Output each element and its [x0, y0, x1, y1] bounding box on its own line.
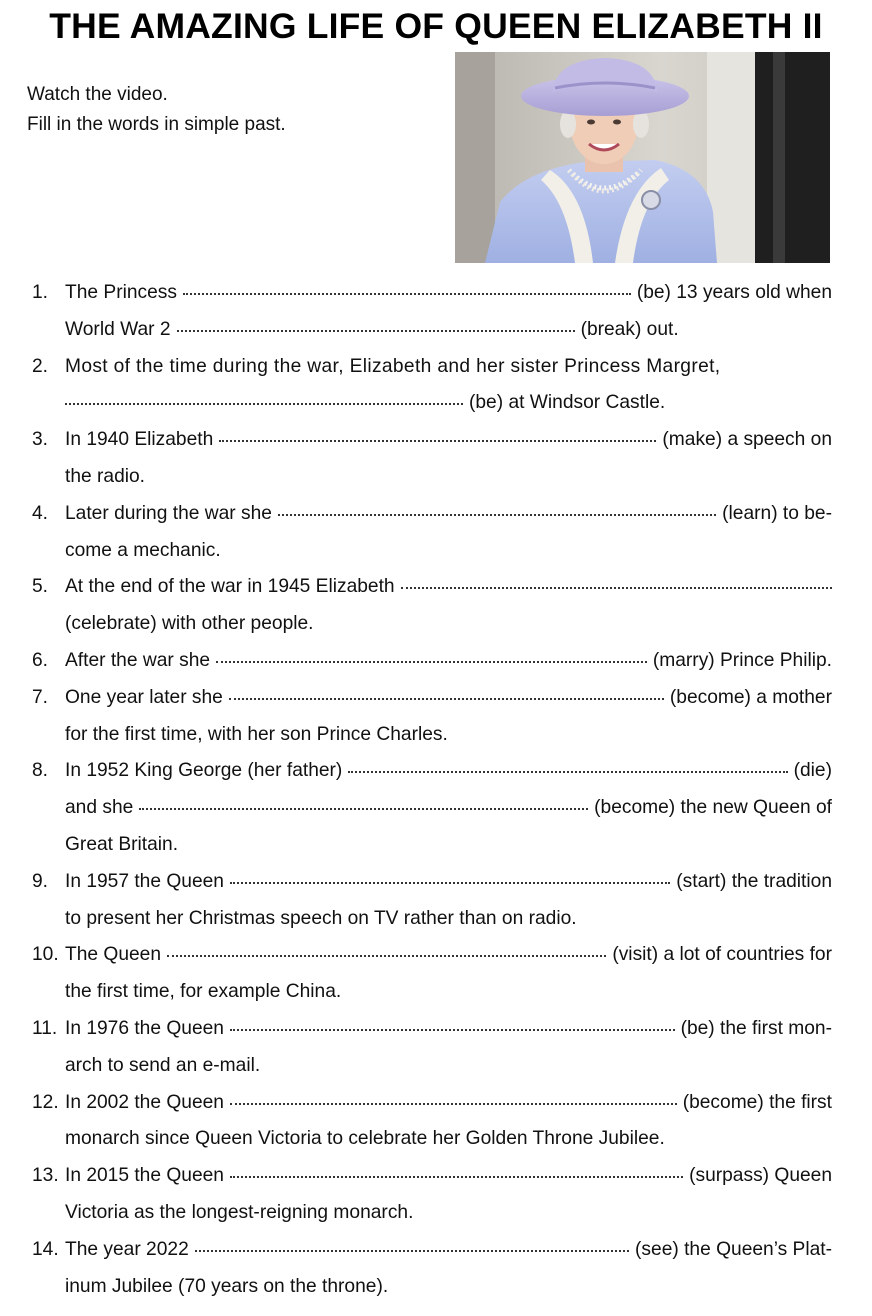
list-item — [0, 422, 872, 496]
item-text: and she — [65, 797, 134, 819]
item-number: 13. — [32, 1165, 59, 1187]
item-number: 8. — [32, 760, 49, 782]
item-number: 5. — [32, 576, 49, 598]
queen-photo — [455, 52, 830, 263]
list-item — [0, 753, 872, 863]
item-text: Victoria as the longest-reigning monarch. — [65, 1201, 414, 1223]
item-number: 7. — [32, 686, 49, 708]
item-text: Later during the war she — [65, 502, 272, 524]
item-text: (make) a speech on — [662, 429, 832, 451]
item-text: (start) the tradition — [676, 870, 832, 892]
item-text: (learn) to be- — [722, 502, 832, 524]
item-text: come a mechanic. — [65, 539, 221, 561]
answer-blank[interactable] — [230, 1029, 675, 1031]
answer-blank[interactable] — [167, 955, 606, 957]
item-text: (marry) Prince Philip. — [652, 649, 832, 671]
item-text: One year later she — [65, 686, 223, 708]
item-text: monarch since Queen Victoria to celebrate her Golden Throne Jubilee. — [65, 1128, 665, 1150]
exercise-list — [0, 275, 872, 1305]
item-text: the radio. — [65, 465, 146, 487]
list-item — [0, 569, 872, 643]
item-text: World War 2 — [65, 318, 171, 340]
list-item — [0, 937, 872, 1011]
item-number: 6. — [32, 649, 49, 671]
answer-blank[interactable] — [229, 698, 664, 700]
item-number: 2. — [32, 355, 49, 377]
item-text: In 2015 the Queen — [65, 1165, 224, 1187]
instruction-line: Watch the video. — [27, 84, 168, 105]
item-text: After the war she — [65, 649, 211, 671]
item-text: (be) 13 years old when — [636, 282, 832, 303]
instructions — [27, 80, 286, 140]
answer-blank[interactable] — [216, 661, 647, 663]
page-title: THE AMAZING LIFE OF QUEEN ELIZABETH II — [49, 6, 823, 46]
item-number: 12. — [32, 1091, 59, 1113]
list-item — [0, 1158, 872, 1232]
item-text: (become) a mother — [669, 686, 832, 708]
item-text: In 2002 the Queen — [65, 1091, 224, 1113]
list-item — [0, 1085, 872, 1159]
item-text: arch to send an e-mail. — [65, 1054, 261, 1076]
item-text: In 1976 the Queen — [65, 1017, 224, 1039]
item-text: the first time, for example China. — [65, 981, 342, 1003]
item-text: (be) at Windsor Castle. — [469, 392, 666, 414]
item-text: The Princess — [65, 282, 177, 303]
item-number: 14. — [32, 1238, 59, 1260]
item-number: 9. — [32, 870, 49, 892]
item-number: 1. — [32, 282, 49, 303]
list-item — [0, 349, 872, 423]
item-text: The year 2022 — [65, 1238, 189, 1260]
item-text: to present her Christmas speech on TV rather than on radio. — [65, 907, 577, 929]
item-number: 11. — [32, 1017, 58, 1039]
answer-blank[interactable] — [65, 403, 463, 405]
item-text: inum Jubilee (70 years on the throne). — [65, 1275, 389, 1297]
list-item — [0, 680, 872, 754]
answer-blank[interactable] — [219, 440, 656, 442]
answer-blank[interactable] — [348, 771, 787, 773]
item-text: In 1940 Elizabeth — [65, 429, 214, 451]
item-text: for the first time, with her son Prince Charles. — [65, 723, 448, 745]
item-text: (see) the Queen’s Plat- — [635, 1238, 832, 1260]
answer-blank[interactable] — [401, 587, 832, 589]
list-item — [0, 275, 872, 349]
instruction-line: Fill in the words in simple past. — [27, 114, 286, 135]
item-text: (celebrate) with other people. — [65, 613, 314, 635]
list-item — [0, 643, 872, 680]
answer-blank[interactable] — [139, 808, 588, 810]
item-text: At the end of the war in 1945 Elizabeth — [65, 576, 395, 598]
queen-portrait-illustration — [455, 52, 830, 263]
item-text: (die) — [793, 760, 832, 782]
item-number: 3. — [32, 429, 49, 451]
answer-blank[interactable] — [278, 514, 716, 516]
item-number: 10. — [32, 944, 59, 966]
item-text: (surpass) Queen — [689, 1165, 832, 1187]
item-text: (break) out. — [580, 318, 679, 340]
item-text: Great Britain. — [65, 833, 179, 855]
list-item — [0, 864, 872, 938]
item-text: Most of the time during the war, Elizabeth and her sister Princess Margret, — [65, 355, 721, 377]
item-text: In 1957 the Queen — [65, 870, 224, 892]
item-text: (be) the first mon- — [680, 1017, 832, 1039]
answer-blank[interactable] — [230, 882, 670, 884]
answer-blank[interactable] — [230, 1103, 677, 1105]
item-text: (become) the new Queen of — [594, 797, 832, 819]
answer-blank[interactable] — [230, 1176, 683, 1178]
list-item — [0, 1011, 872, 1085]
item-text: (become) the first — [682, 1091, 832, 1113]
item-number: 4. — [32, 502, 49, 524]
item-text: In 1952 King George (her father) — [65, 760, 343, 782]
answer-blank[interactable] — [177, 330, 575, 332]
item-text: The Queen — [65, 944, 162, 966]
item-text: (visit) a lot of countries for — [612, 944, 832, 966]
answer-blank[interactable] — [195, 1250, 629, 1252]
answer-blank[interactable] — [183, 293, 631, 295]
list-item — [0, 1232, 872, 1306]
list-item — [0, 496, 872, 570]
